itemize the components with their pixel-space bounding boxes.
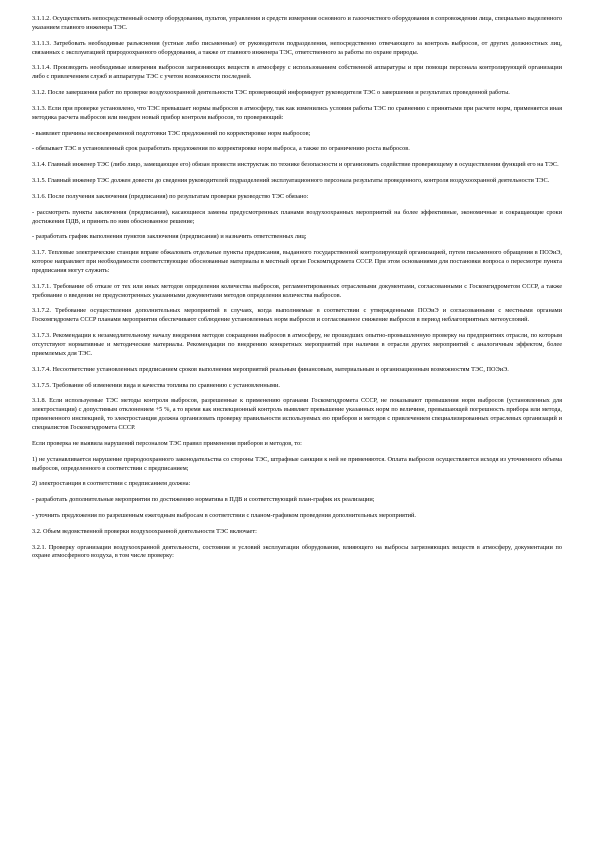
paragraph-3-1-7: 3.1.7. Тепловые электрические станции вправе обжаловать отдельные пункты предписания, выданного государственной контролирующей организацией, путем письменного обращения в ПОЭиЭ, которое направляет при необходимости соответствующие обоснованные материалы в местный орган Госкомгидромета СССР. При этом основаниями для постановки вопроса о пересмотре пункта предписания могут служить:	[32, 249, 562, 274]
list-item: - рассмотреть пункты заключения (предписания), касающиеся замены предусмотренных планами воздухоохранных мероприятий на более эффективные, экономичные и сокращающие сроки достижения ПДВ, и принять по ним обоснованное решение;	[32, 208, 562, 225]
list-item: - уточнить предложения по разрешенным ежегодным выбросам в соответствии с планом-графиком проведения дополнительных мероприятий.	[32, 511, 416, 519]
paragraph-3-1-1-4: 3.1.1.4. Производить необходимые измерения выбросов загрязняющих веществ в атмосферу с использованием собственной аппаратуры и при помощи персонала контролирующей организации либо с привлечением служб и аппаратуры ТЭС с учетом возможности последней.	[32, 64, 562, 81]
paragraph-3-1-7-5: 3.1.7.5. Требование об изменении вида и качества топлива по сравнению с установленными.	[32, 381, 280, 389]
paragraph-3-1-5: 3.1.5. Главный инженер ТЭС должен довести до сведения руководителей подразделений эксплуатационного персонала результаты проведенного, контроля воздухоохранной деятельности ТЭС.	[32, 177, 550, 184]
paragraph-3-1-2: 3.1.2. После завершения работ по проверке воздухоохранной деятельности ТЭС проверяющий информирует руководителя ТЭС о завершении и результатах проведенной работы.	[32, 89, 510, 97]
paragraph-3-1-7-4: 3.1.7.4. Несоответствие установленных предписанием сроков выполнения мероприятий реальным финансовым, материальным и организационным возможностям ТЭС, ПОЭиЭ.	[32, 365, 509, 373]
paragraph-3-1-7-1: 3.1.7.1. Требование об отказе от тех или иных методов определения количества выбросов, регламентированных отраслевыми документами, согласованными с Госкомгидрометом СССР, а также требование о введении не предусмотренных указанными документами методов определения количества выбросов.	[32, 282, 562, 299]
list-item: - выявляет причины несвоевременной подготовки ТЭС предложений по корректировке норм выбросов;	[32, 129, 311, 137]
list-item: - обязывает ТЭС в установленный срок разработать предложения по корректировке норм выброса, а также по ограничению роста выбросов.	[32, 145, 410, 153]
paragraph-3-1-6: 3.1.6. После получения заключения (предписания) по результатам проверки руководство ТЭС обязано:	[32, 192, 309, 200]
paragraph-3-1-7-3: 3.1.7.3. Рекомендации к незамедлительному началу внедрения методов сокращения выбросов в атмосферу, не прошедших опытно-промышленную проверку на предприятиях отрасли, по которым отсутствуют нормативные и методические материалы. Рекомендации по внедрению конкретных мероприятий при наличии в отрасли других мероприятий с аналогичным эффектом, более приемлемых для ТЭС.	[32, 332, 562, 357]
list-item: - разработать дополнительные мероприятия по достижению норматива в ПДВ и соответствующий план-график их реализации;	[32, 496, 375, 504]
paragraph-condition: Если проверка не выявила нарушений персоналом ТЭС правил применения приборов и методов, то:	[32, 439, 302, 447]
paragraph-3-1-3: 3.1.3. Если при проверке установлено, что ТЭС превышает нормы выбросов в атмосферу, так как изменились условия работы ТЭС по сравнению с принятыми при расчете норм, применяется иная методика расчета выбросов или внедрен новый прибор контроля выбросов, то проверяющий:	[32, 104, 562, 121]
paragraph-3-1-1-3: 3.1.1.3. Затребовать необходимые разъяснения (устные либо письменные) от руководителя подразделения, непосредственно отвечающего за контроль выбросов, от других должностных лиц, связанных с эксплуатацией природоохранного оборудования, а также от главного инженера ТЭС, ответственного за работы по охране природы.	[32, 39, 562, 56]
list-item: 1) не устанавливается нарушение природоохранного законодательства со стороны ТЭС, штрафные санкции к ней не применяются. Оплата выбросов осуществляется исходя из уточненного объема выбросов, определенного в соответствии с предписанием;	[32, 455, 562, 472]
paragraph-3-2-1: 3.2.1. Проверку организации воздухоохранной деятельности, состояния и условий эксплуатации оборудования, влияющего на выбросы загрязняющих веществ в атмосферу, документации по охране атмосферного воздуха, в том числе проверку:	[32, 543, 562, 560]
paragraph-3-1-8: 3.1.8. Если используемые ТЭС методы контроля выбросов, разрешенные к применению органами Госкомгидромета СССР, не показывают превышения норм выбросов (установленных для электростанции) с допустимым отклонением +5 %, а то время как инспекционный контроль выявляет превышение указанных норм по величине, превышающей погрешность прибора или метода, примененного инспекцией, то электростанция должна организовать проверку правильности используемых ею приборов и методов с привлечением специализированных отраслевых организаций и специалистов Госкомгидромета СССР.	[32, 397, 562, 432]
paragraph-3-1-7-2: 3.1.7.2. Требование осуществления дополнительных мероприятий в случаях, когда выполняемые в соответствии с утвержденными ПОЭиЭ и согласованными с местными органами Госкомгидромета СССР планами мероприятия обеспечивают соблюдение установленных норм выбросов и согласованное снижение выбросов в период неблагоприятных метеоусловий.	[32, 307, 562, 324]
paragraph-3-1-4: 3.1.4. Главный инженер ТЭС (либо лицо, замещающее его) обязан провести инструктаж по технике безопасности и организовать содействие проверяющему в осуществлении функций его на ТЭС.	[32, 161, 559, 169]
list-item: 2) электростанция в соответствии с предписанием должна:	[32, 480, 191, 488]
list-item: - разработать график выполнения пунктов заключения (предписания) и назначить ответственных лиц;	[32, 233, 307, 241]
paragraph-3-1-1-2: 3.1.1.2. Осуществлять непосредственный осмотр оборудования, пультов, управления и средств измерения основного и газоочистного оборудования в сопровождении лица, специально выделенного указанием главного инженера ТЭС.	[32, 15, 562, 31]
paragraph-3-2: 3.2. Объем ведомственной проверки воздухоохранной деятельности ТЭС включает:	[32, 527, 257, 535]
